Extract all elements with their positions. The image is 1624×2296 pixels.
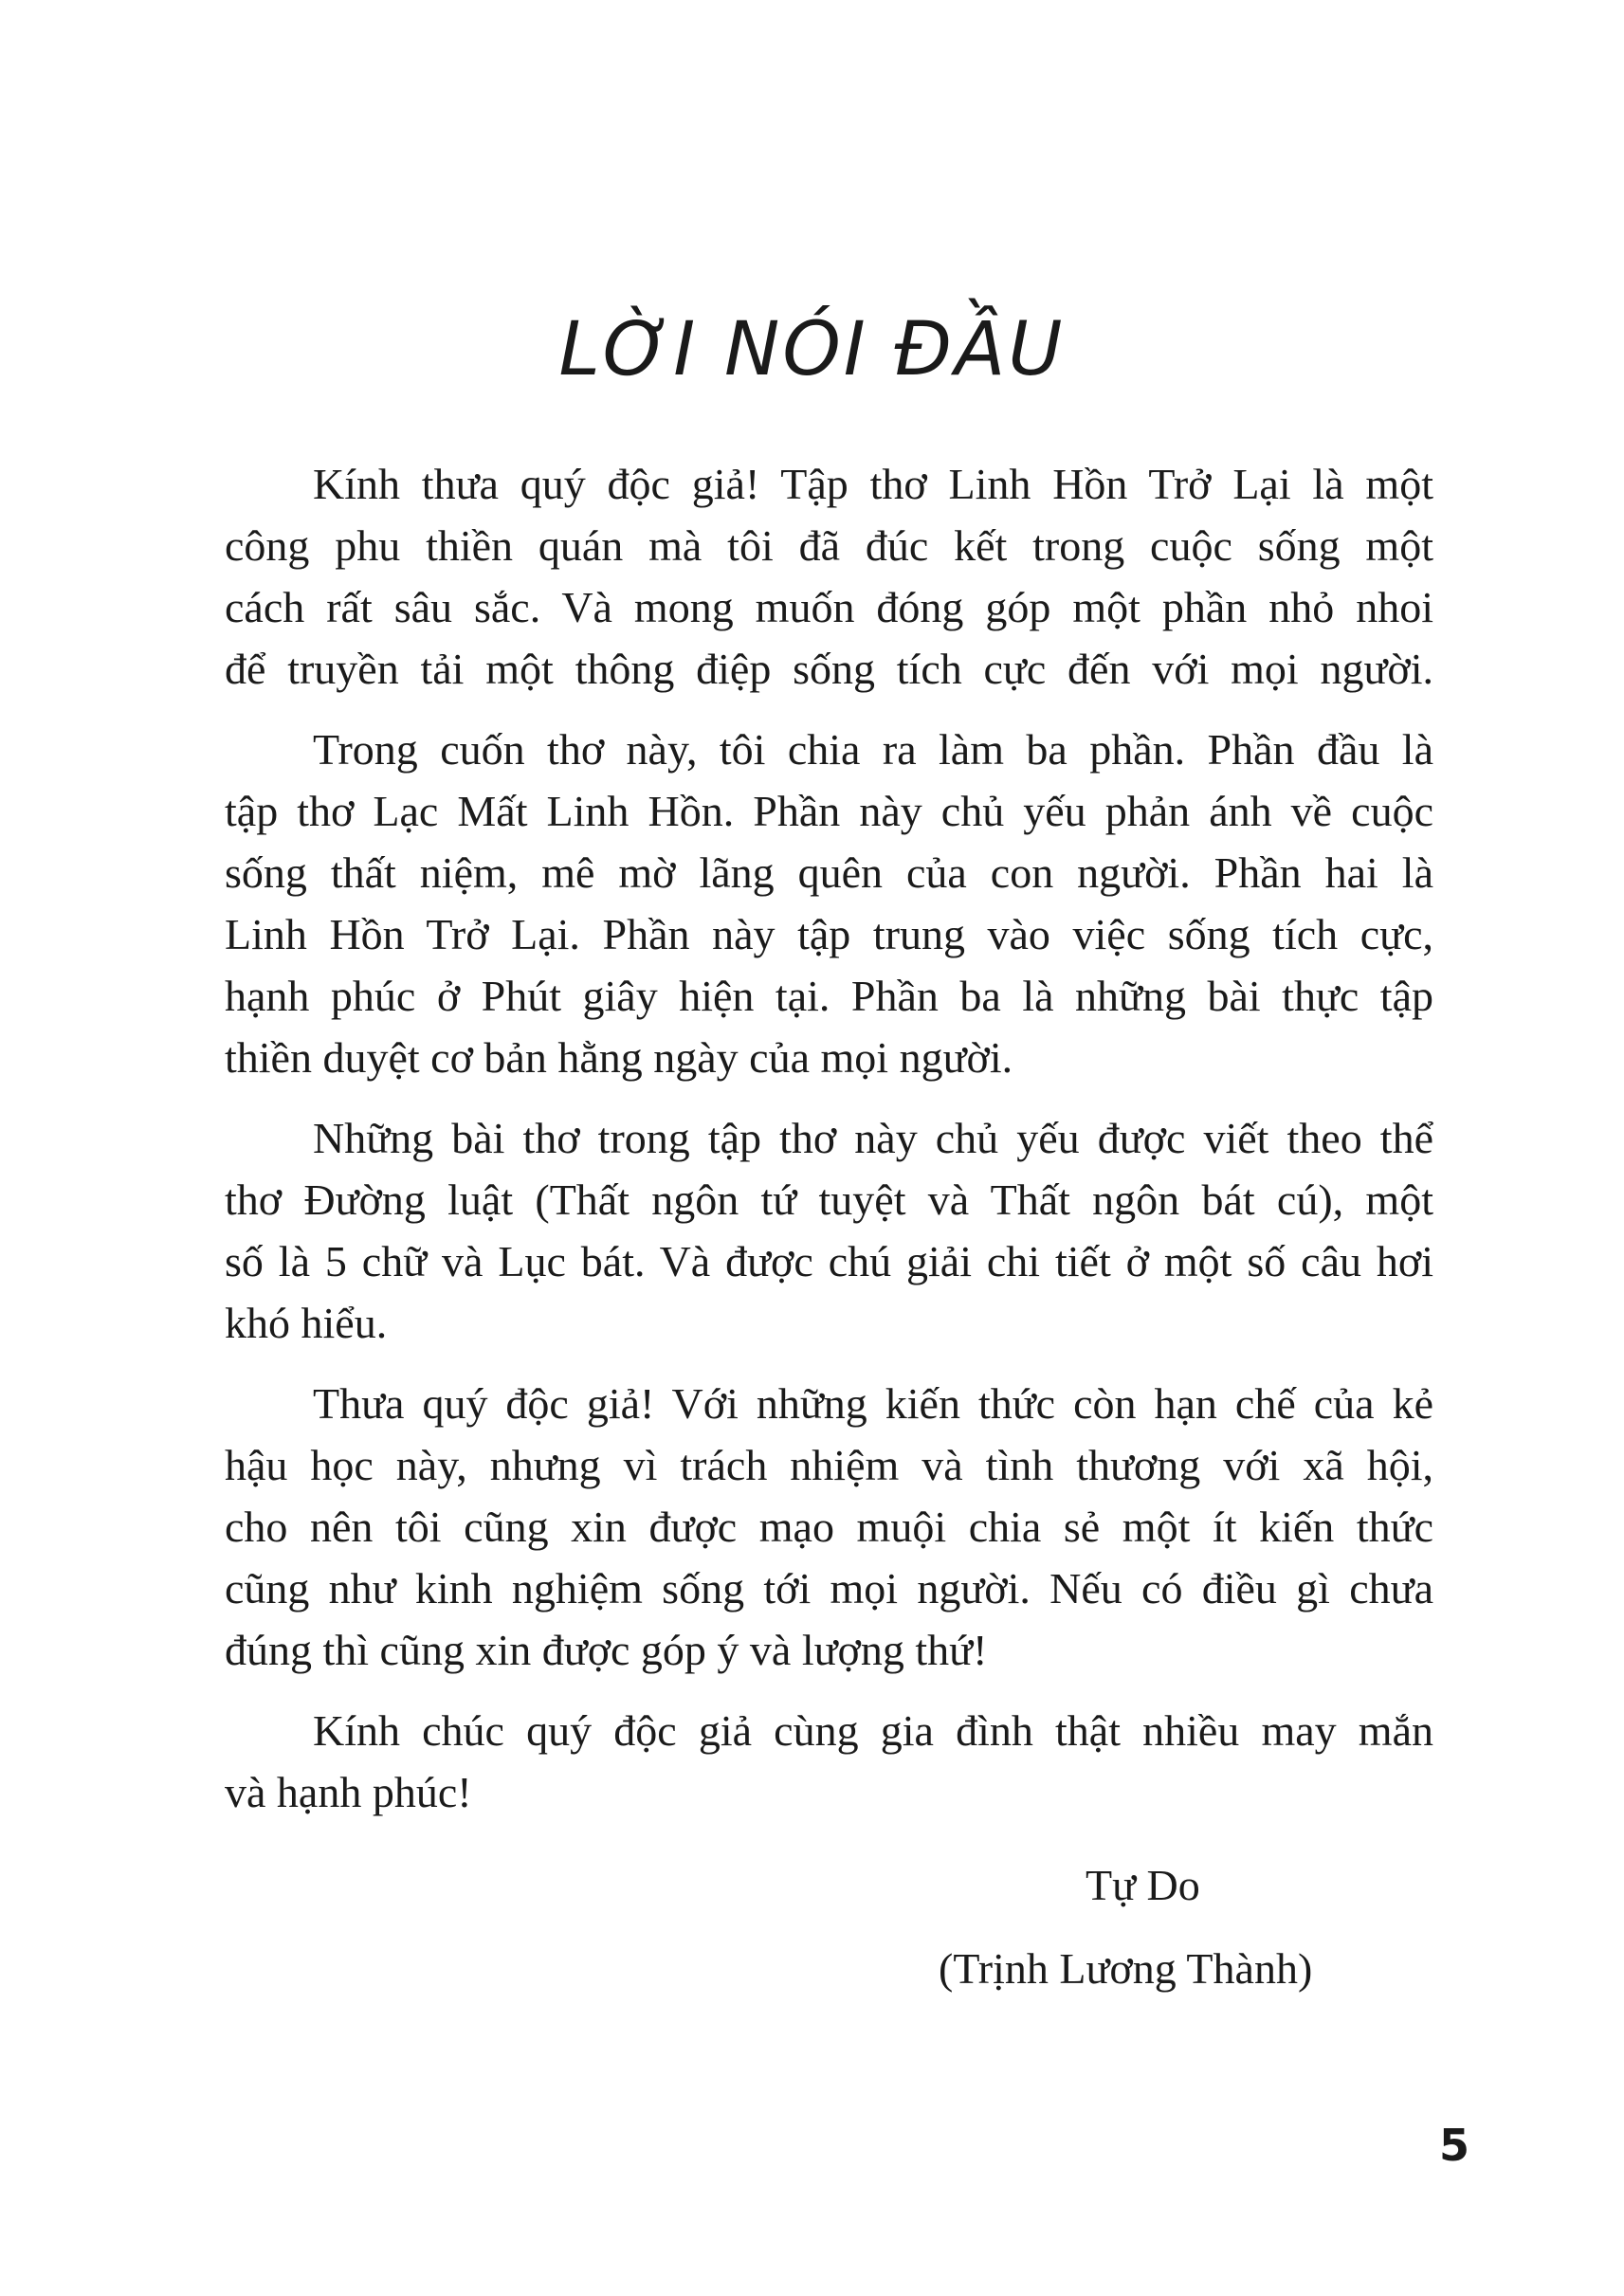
text-line: công phu thiền quán mà tôi đã đúc kết trong cuộc sống một bbox=[225, 521, 1433, 570]
text-line: sống thất niệm, mê mờ lãng quên của con người. Phần hai là bbox=[225, 848, 1433, 897]
text-line: số là 5 chữ và Lục bát. Và được chú giải chi tiết ở một số câu hơi bbox=[225, 1237, 1433, 1285]
text-line: thiền duyệt cơ bản hằng ngày của mọi người. bbox=[225, 1033, 1013, 1082]
text-line: Kính thưa quý độc giả! Tập thơ Linh Hồn Trở Lại là một bbox=[313, 460, 1433, 508]
text-line: cho nên tôi cũng xin được mạo muội chia sẻ một ít kiến thức bbox=[225, 1503, 1433, 1551]
paragraph-4 bbox=[225, 1373, 1433, 1681]
paragraph-3 bbox=[225, 1107, 1433, 1354]
text-line: hạnh phúc ở Phút giây hiện tại. Phần ba là những bài thực tập bbox=[225, 972, 1433, 1020]
page-number: 5 bbox=[1438, 2120, 1469, 2171]
text-line: tập thơ Lạc Mất Linh Hồn. Phần này chủ yếu phản ánh về cuộc bbox=[225, 787, 1433, 835]
text-line: cách rất sâu sắc. Và mong muốn đóng góp một phần nhỏ nhoi bbox=[225, 583, 1433, 631]
text-line: Những bài thơ trong tập thơ này chủ yếu được viết theo thể bbox=[313, 1114, 1433, 1162]
text-line: cũng như kinh nghiệm sống tới mọi người. Nếu có điều gì chưa bbox=[225, 1564, 1433, 1613]
page-title: LỜI NÓI ĐẦU bbox=[558, 307, 1066, 392]
preface-body bbox=[225, 453, 1433, 1842]
author-signature bbox=[939, 1844, 1337, 2011]
author-pen-name: Tự Do bbox=[1086, 1861, 1200, 1909]
paragraph-1 bbox=[225, 453, 1433, 700]
text-line: thơ Đường luật (Thất ngôn tứ tuyệt và Thất ngôn bát cú), một bbox=[225, 1175, 1433, 1224]
text-line: Thưa quý độc giả! Với những kiến thức còn hạn chế của kẻ bbox=[313, 1379, 1433, 1428]
text-line: Kính chúc quý độc giả cùng gia đình thật nhiều may mắn bbox=[313, 1706, 1433, 1755]
paragraph-2 bbox=[225, 719, 1433, 1088]
paragraph-5 bbox=[225, 1700, 1433, 1823]
text-line: Linh Hồn Trở Lại. Phần này tập trung vào việc sống tích cực, bbox=[225, 910, 1433, 958]
text-line: để truyền tải một thông điệp sống tích cực đến với mọi người. bbox=[225, 645, 1433, 693]
author-real-name: (Trịnh Lương Thành) bbox=[939, 1944, 1313, 1993]
text-line: và hạnh phúc! bbox=[225, 1768, 472, 1816]
text-line: Trong cuốn thơ này, tôi chia ra làm ba phần. Phần đầu là bbox=[313, 725, 1433, 774]
text-line: hậu học này, nhưng vì trách nhiệm và tình thương với xã hội, bbox=[225, 1441, 1433, 1489]
text-line: đúng thì cũng xin được góp ý và lượng thứ! bbox=[225, 1626, 988, 1674]
text-line: khó hiểu. bbox=[225, 1299, 388, 1347]
